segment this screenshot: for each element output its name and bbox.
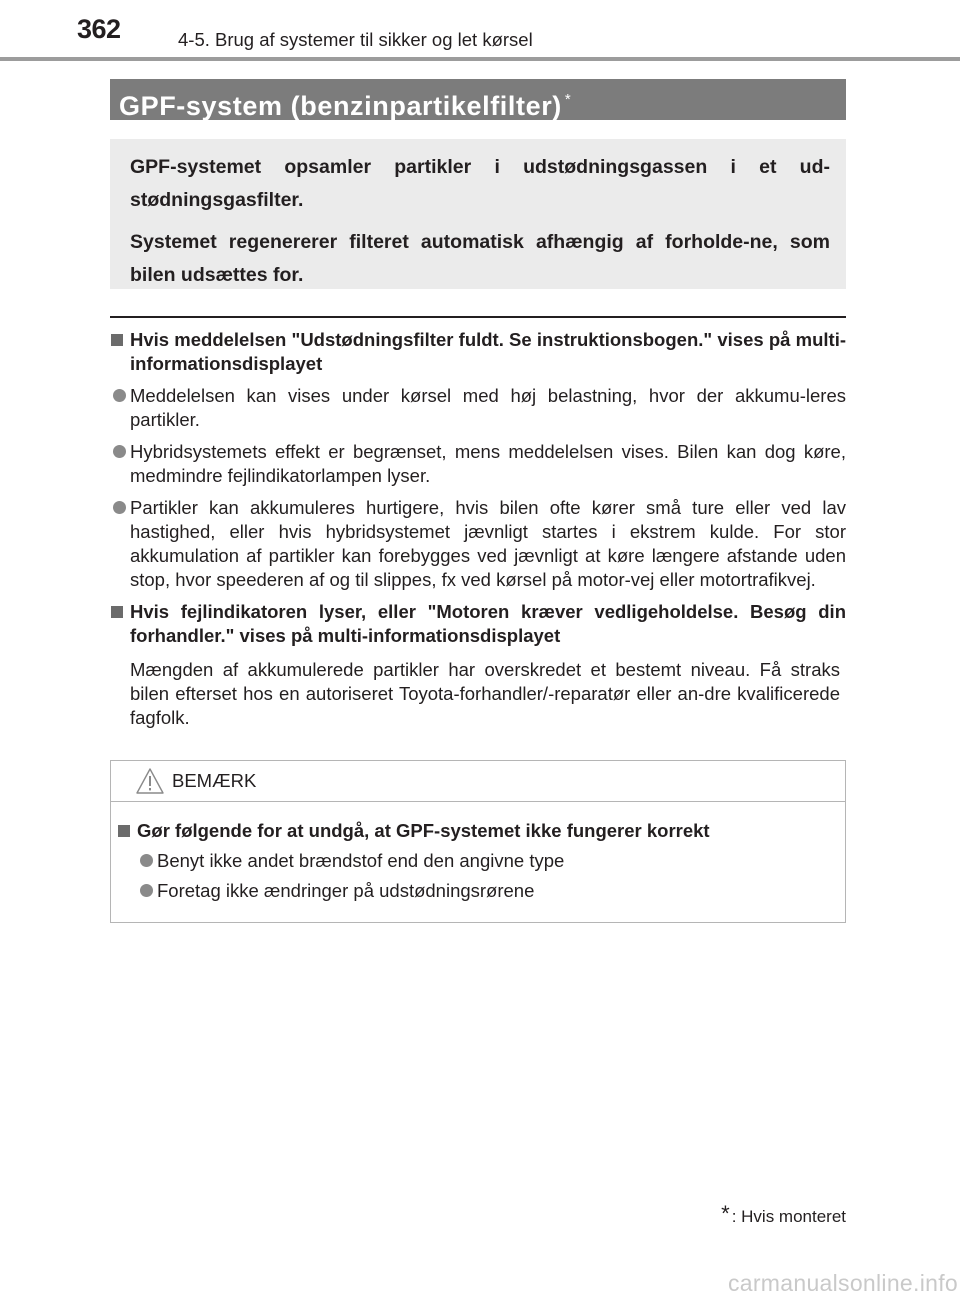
page-number: 362 (77, 14, 121, 44)
content-divider (110, 316, 846, 318)
note-header (111, 761, 845, 802)
main-content (110, 328, 846, 730)
warning-triangle-icon (135, 767, 165, 795)
footnote-text: : Hvis monteret (731, 1207, 846, 1226)
note-bullet-text: Foretag ikke ændringer på udstødningsrørene (157, 880, 535, 901)
note-box (110, 760, 846, 923)
section-paragraph: Mængden af akkumulerede partikler har overskredet et bestemt niveau. Få straks bilen efterset hos en autoriseret Toyota-forhandler/-reparatør eller an-dre kvalificerede fagfolk. (130, 659, 840, 728)
bullet-item (110, 384, 846, 432)
footnote (721, 1201, 846, 1230)
bullet-item (110, 440, 846, 488)
note-bullet (137, 879, 833, 903)
circle-bullet-icon (140, 884, 153, 897)
asterisk-icon: * (721, 1201, 730, 1226)
intro-box (110, 139, 846, 289)
section-heading (110, 328, 846, 376)
chapter-title: 4-5. Brug af systemer til sikker og let kørsel (178, 29, 533, 50)
intro-paragraph: Systemet regenererer filteret automatisk afhængig af forholde-ne, som bilen udsættes for. (130, 231, 830, 286)
section-heading (110, 600, 846, 648)
section-title: GPF-system (benzinpartikelfilter) (119, 91, 562, 121)
note-bullet-text: Benyt ikke andet brændstof end den angivne type (157, 850, 565, 871)
circle-bullet-icon (113, 389, 126, 402)
intro-paragraph: GPF-systemet opsamler partikler i udstødningsgassen i et ud-stødningsgasfilter. (130, 156, 830, 211)
section-heading-text: Hvis fejlindikatoren lyser, eller "Motoren kræver vedligeholdelse. Besøg din forhandler." vises på multi-informationsdisplayet (130, 601, 846, 646)
square-bullet-icon (118, 825, 130, 837)
bullet-text: Meddelelsen kan vises under kørsel med høj belastning, hvor der akkumu-leres partikler. (130, 385, 846, 430)
square-bullet-icon (111, 606, 123, 618)
section-heading-text: Hvis meddelelsen "Udstødningsfilter fuldt. Se instruktionsbogen." vises på multi-informationsdisplayet (130, 329, 846, 374)
circle-bullet-icon (113, 445, 126, 458)
bullet-text: Hybridsystemets effekt er begrænset, mens meddelelsen vises. Bilen kan dog køre, medmindre fejlindikatorlampen lyser. (130, 441, 846, 486)
square-bullet-icon (111, 334, 123, 346)
bullet-item (110, 496, 846, 592)
note-bullet (137, 849, 833, 873)
circle-bullet-icon (113, 501, 126, 514)
section-title-bar (110, 79, 846, 120)
note-label: BEMÆRK (172, 770, 257, 791)
asterisk-marker: * (564, 91, 572, 108)
note-heading-text: Gør følgende for at undgå, at GPF-systemet ikke fungerer korrekt (137, 820, 710, 841)
note-heading (117, 819, 833, 843)
watermark: carmanualsonline.info (727, 1270, 958, 1296)
header-divider (0, 57, 960, 61)
note-body (111, 802, 845, 903)
circle-bullet-icon (140, 854, 153, 867)
bullet-text: Partikler kan akkumuleres hurtigere, hvis bilen ofte kører små ture eller ved lav hastighed, eller hvis hybridsystemet jævnligt startes i ekstrem kulde. For stor akkumulation af partikler kan forebygges ved jævnligt at køre længere afstande uden stop, hvor speederen af og til slippes, fx ved kørsel på motor-vej eller motortrafikvej. (130, 497, 846, 590)
